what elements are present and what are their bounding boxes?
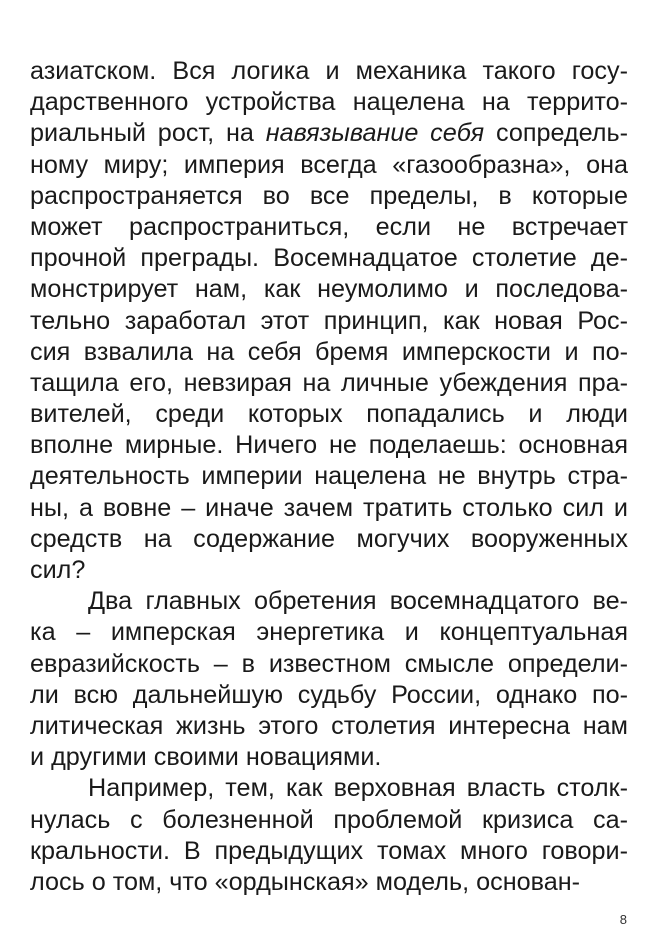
text-line (30, 150, 628, 181)
text-run: распространяется во все пределы, в которые (30, 181, 628, 210)
text-run: литическая жизнь этого столетия интересна нам (30, 711, 628, 740)
text-line (30, 243, 628, 274)
text-run: ка – имперская энергетика и концептуальная (30, 618, 628, 647)
text-line (30, 555, 628, 586)
text-line (30, 181, 628, 212)
text-run: может распространиться, если не встречает (30, 212, 628, 241)
text-run: тельно заработал этот принцип, как новая Рос- (30, 306, 628, 335)
text-run: кральности. В предыдущих томах много говори- (30, 836, 628, 865)
text-line (30, 430, 628, 461)
text-run: вполне мирные. Ничего не поделаешь: основная (30, 431, 628, 460)
text-run: дарственного устройства нацелена на террито- (30, 88, 628, 117)
text-line (30, 711, 628, 742)
text-line (30, 805, 628, 836)
text-line (30, 586, 628, 617)
text-run: тащила его, невзирая на личные убеждения пра- (30, 368, 628, 397)
text-line (30, 56, 628, 87)
text-run: сопредель- (484, 119, 628, 148)
text-line (30, 368, 628, 399)
text-run: ли всю дальнейшую судьбу России, однако по- (30, 680, 628, 709)
text-run: и другими своими новациями. (30, 743, 382, 772)
text-line (30, 212, 628, 243)
text-run: азиатском. Вся логика и механика такого госу- (30, 57, 628, 85)
text-run: нулась с болезненной проблемой кризиса са- (30, 805, 628, 834)
text-run: ному миру; империя всегда «газообразна», она (30, 150, 628, 179)
text-run: сия взвалила на себя бремя имперскости и по- (30, 337, 628, 366)
text-run: вителей, среди которых попадались и люди (30, 400, 628, 429)
text-line (30, 274, 628, 305)
paragraph-3 (30, 773, 628, 898)
page-body (30, 56, 628, 896)
text-line (30, 773, 628, 804)
text-run: Например, тем, как верховная власть столк- (88, 774, 628, 803)
paragraph-2 (30, 586, 628, 773)
paragraph-1 (30, 56, 628, 586)
text-line (30, 493, 628, 524)
text-line (30, 867, 628, 898)
text-line (30, 649, 628, 680)
text-line (30, 118, 628, 149)
text-line (30, 337, 628, 368)
page-number: 8 (619, 912, 627, 927)
italic-text-run: навязывание себя (265, 119, 485, 148)
text-run: евразийскость – в известном смысле определи- (30, 649, 628, 678)
text-line (30, 742, 628, 773)
text-line (30, 87, 628, 118)
text-line (30, 680, 628, 711)
text-run: лось о том, что «ордынская» модель, основан- (30, 867, 581, 896)
text-line (30, 836, 628, 867)
text-line (30, 306, 628, 337)
text-run: средств на содержание могучих вооруженных (30, 524, 628, 553)
text-line (30, 617, 628, 648)
text-line (30, 461, 628, 492)
text-run: прочной преграды. Восемнадцатое столетие де- (30, 244, 628, 273)
text-run: ны, а вовне – иначе зачем тратить столько сил и (30, 493, 628, 522)
text-run: деятельность империи нацелена не внутрь стра- (30, 462, 628, 491)
text-run: монстрирует нам, как неумолимо и последова- (30, 275, 628, 304)
text-run: риальный рост, на (30, 119, 266, 148)
text-line (30, 399, 628, 430)
text-run: сил? (30, 556, 86, 584)
text-line (30, 524, 628, 555)
text-run: Два главных обретения восемнадцатого ве- (88, 587, 628, 616)
